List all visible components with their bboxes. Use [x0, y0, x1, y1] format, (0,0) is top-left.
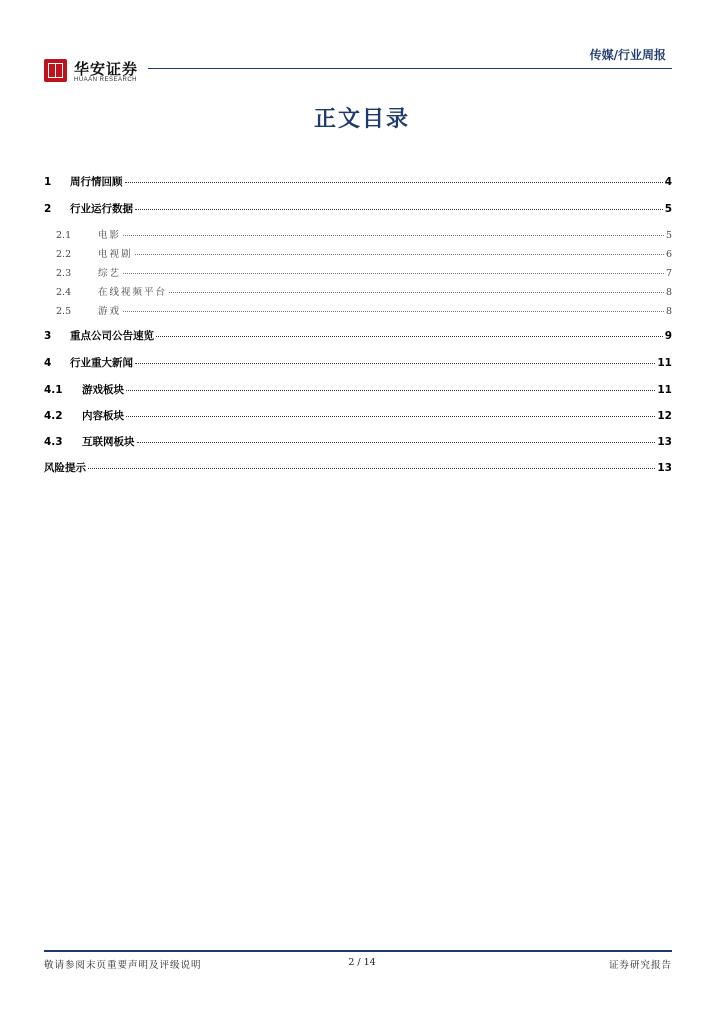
toc-entry-page: 13: [657, 436, 672, 448]
toc-entry-label: 内容板块: [82, 410, 124, 422]
toc-leader-dots: [123, 235, 664, 236]
toc-subentry[interactable]: [44, 246, 672, 260]
toc-subentry[interactable]: [44, 265, 672, 279]
toc-entry-number: 2.1: [56, 230, 72, 241]
toc-entry-number: 4: [44, 357, 52, 369]
toc-subentry[interactable]: [44, 303, 672, 317]
header-divider: [148, 68, 672, 69]
toc-entry[interactable]: [44, 174, 672, 189]
toc-entry-label: 风险提示: [44, 462, 86, 474]
toc-entry[interactable]: [44, 382, 672, 397]
toc-leader-dots: [126, 390, 655, 391]
toc-entry-page: 5: [664, 203, 672, 215]
toc-subentry[interactable]: [44, 284, 672, 298]
toc-entry-label: 游戏: [98, 306, 122, 317]
toc-entry-page: 13: [657, 462, 672, 474]
toc-leader-dots: [135, 363, 655, 364]
toc-entry[interactable]: [44, 460, 672, 475]
footer-divider: [44, 950, 672, 952]
toc-entry-number: 4.3: [44, 436, 63, 448]
toc-entry[interactable]: [44, 201, 672, 216]
toc-entry-label: 行业重大新闻: [70, 357, 133, 369]
toc-leader-dots: [123, 311, 664, 312]
toc-leader-dots: [125, 182, 663, 183]
toc-entry-page: 6: [665, 249, 672, 260]
toc-subentry[interactable]: [44, 227, 672, 241]
toc-entry-page: 7: [665, 268, 672, 279]
footer-disclaimer: 敬请参阅末页重要声明及评级说明: [44, 960, 202, 971]
toc-entry-number: 3: [44, 330, 52, 342]
company-logo-seal: [44, 59, 67, 82]
toc-entry-number: 2.3: [56, 268, 72, 279]
toc-entry-number: 2.4: [56, 287, 72, 298]
toc-entry-page: 11: [657, 384, 672, 396]
toc-entry[interactable]: [44, 408, 672, 423]
toc-entry-page: 5: [665, 230, 672, 241]
toc-entry-number: 2: [44, 203, 52, 215]
toc-entry-label: 电视剧: [98, 249, 133, 260]
toc-entry-label: 行业运行数据: [70, 203, 133, 215]
toc-leader-dots: [126, 416, 655, 417]
toc-entry-page: 9: [664, 330, 672, 342]
toc-entry-label: 综艺: [98, 268, 122, 279]
toc-entry-number: 4.2: [44, 410, 63, 422]
page-title: 正文目录: [313, 107, 410, 132]
page-number: 2 / 14: [348, 957, 376, 968]
toc-entry-number: 2.2: [56, 249, 72, 260]
toc-entry-page: 4: [664, 176, 672, 188]
toc-entry-label: 游戏板块: [82, 384, 124, 396]
footer-report-type: 证券研究报告: [608, 960, 672, 971]
toc-entry-page: 11: [657, 357, 672, 369]
toc-entry-label: 重点公司公告速览: [70, 330, 154, 342]
company-logo-text: 华安证券: [74, 60, 139, 78]
toc-entry-label: 在线视频平台: [98, 287, 168, 298]
toc-leader-dots: [137, 442, 656, 443]
company-logo-subtitle: HUAAN RESEARCH: [74, 77, 138, 83]
toc-leader-dots: [88, 468, 655, 469]
toc-entry-number: 1: [44, 176, 52, 188]
toc-entry-number: 4.1: [44, 384, 63, 396]
toc-entry[interactable]: [44, 355, 672, 370]
toc-leader-dots: [169, 292, 664, 293]
toc-leader-dots: [156, 336, 663, 337]
toc-leader-dots: [135, 209, 663, 210]
toc-leader-dots: [123, 273, 664, 274]
report-category: 传媒/行业周报: [589, 48, 666, 62]
toc-entry[interactable]: [44, 328, 672, 343]
toc-entry-label: 电影: [98, 230, 122, 241]
toc-entry-number: 2.5: [56, 306, 72, 317]
toc-entry-label: 周行情回顾: [70, 176, 123, 188]
toc-entry-page: 12: [657, 410, 672, 422]
toc-entry-page: 8: [665, 287, 672, 298]
toc-entry-label: 互联网板块: [82, 436, 135, 448]
toc-leader-dots: [135, 254, 664, 255]
toc-entry-page: 8: [665, 306, 672, 317]
toc-entry[interactable]: [44, 434, 672, 449]
